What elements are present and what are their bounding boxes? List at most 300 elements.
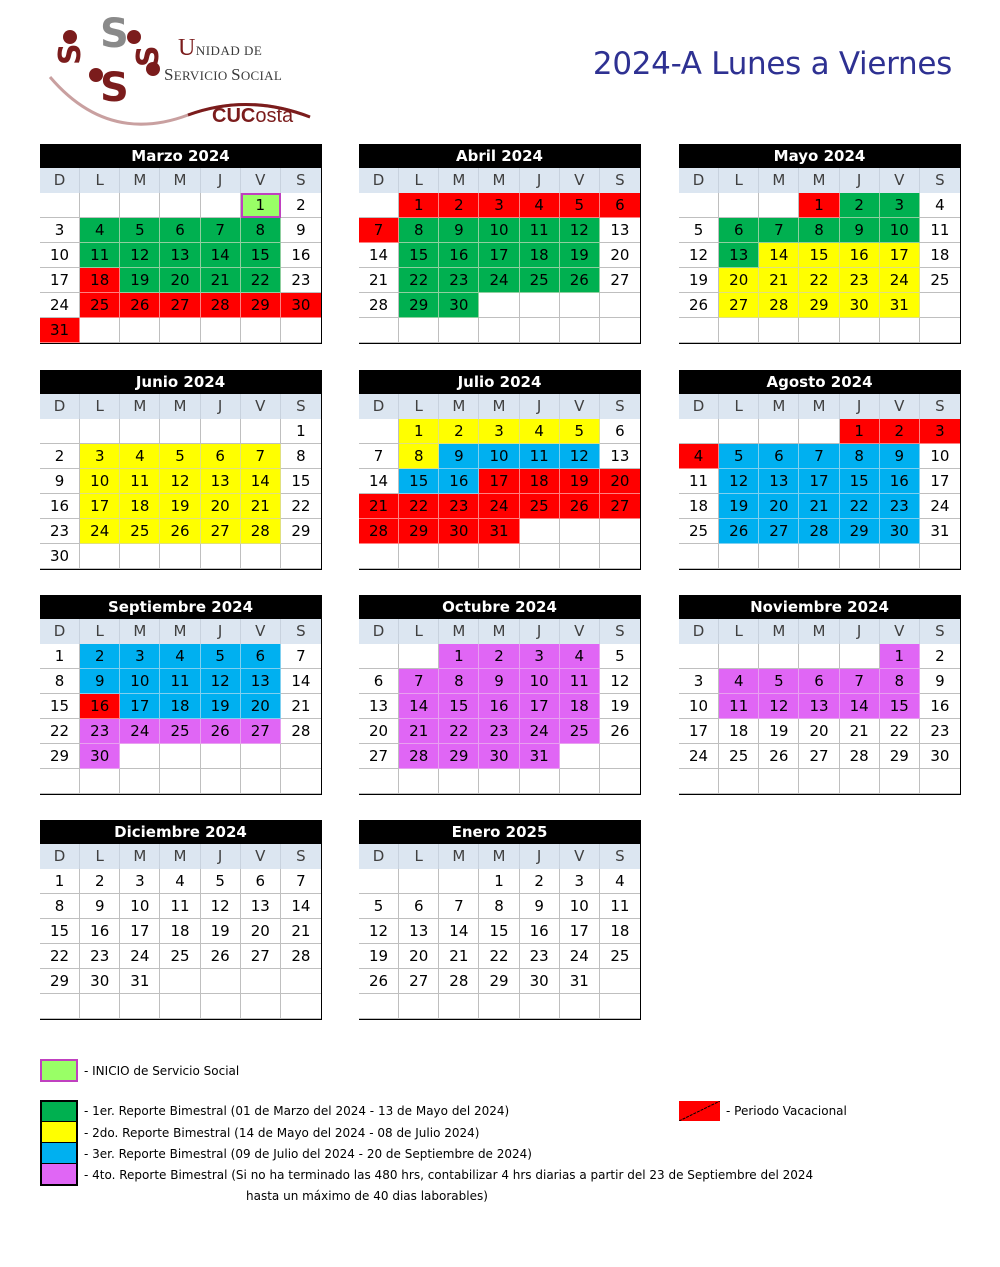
day-cell: 17 bbox=[920, 469, 960, 494]
weekday-header: D bbox=[679, 168, 719, 193]
day-cell: 24 bbox=[679, 744, 719, 769]
day-cell: 16 bbox=[439, 243, 479, 268]
empty-cell bbox=[40, 193, 80, 218]
day-cell: 22 bbox=[479, 944, 519, 969]
empty-cell bbox=[679, 769, 719, 794]
day-cell: 17 bbox=[80, 494, 120, 519]
weekday-header: S bbox=[281, 168, 321, 193]
empty-cell bbox=[840, 769, 880, 794]
day-cell: 10 bbox=[479, 444, 519, 469]
empty-cell bbox=[120, 769, 160, 794]
day-cell: 1 bbox=[399, 419, 439, 444]
day-cell: 1 bbox=[799, 193, 839, 218]
weekday-header-row bbox=[359, 619, 640, 644]
weekday-header: M bbox=[160, 619, 200, 644]
empty-cell bbox=[479, 544, 519, 569]
empty-cell bbox=[359, 994, 399, 1019]
day-cell: 1 bbox=[40, 644, 80, 669]
empty-cell bbox=[201, 544, 241, 569]
day-cell: 13 bbox=[399, 919, 439, 944]
day-cell: 15 bbox=[40, 694, 80, 719]
day-cell: 26 bbox=[679, 293, 719, 318]
day-cell: 1 bbox=[281, 419, 321, 444]
month-calendar bbox=[40, 370, 322, 570]
day-cell: 26 bbox=[759, 744, 799, 769]
empty-cell bbox=[241, 769, 281, 794]
weekday-header: L bbox=[80, 619, 120, 644]
month-calendar bbox=[359, 370, 641, 570]
weekday-header-row bbox=[40, 394, 321, 419]
day-cell: 7 bbox=[399, 669, 439, 694]
weekday-header: D bbox=[359, 844, 399, 869]
weekday-header: J bbox=[520, 619, 560, 644]
day-cell: 9 bbox=[80, 894, 120, 919]
day-cell: 4 bbox=[679, 444, 719, 469]
empty-cell bbox=[120, 744, 160, 769]
weekday-header: J bbox=[840, 168, 880, 193]
empty-cell bbox=[399, 644, 439, 669]
weekday-header: L bbox=[80, 394, 120, 419]
day-cell: 18 bbox=[719, 719, 759, 744]
day-cell: 18 bbox=[160, 694, 200, 719]
empty-cell bbox=[160, 419, 200, 444]
day-cell: 7 bbox=[281, 644, 321, 669]
empty-cell bbox=[920, 769, 960, 794]
weekday-header: D bbox=[40, 168, 80, 193]
day-cell: 11 bbox=[80, 243, 120, 268]
empty-cell bbox=[560, 519, 600, 544]
day-cell: 27 bbox=[201, 519, 241, 544]
weekday-header: L bbox=[719, 394, 759, 419]
empty-cell bbox=[281, 544, 321, 569]
day-cell: 16 bbox=[40, 494, 80, 519]
day-cell: 14 bbox=[759, 243, 799, 268]
weekday-header: L bbox=[399, 844, 439, 869]
month-calendar bbox=[40, 144, 322, 344]
empty-cell bbox=[359, 644, 399, 669]
day-cell: 29 bbox=[439, 744, 479, 769]
day-cell: 7 bbox=[281, 869, 321, 894]
empty-cell bbox=[399, 869, 439, 894]
weekday-header: M bbox=[439, 844, 479, 869]
days-grid bbox=[359, 419, 640, 569]
day-cell: 11 bbox=[679, 469, 719, 494]
month-title: Enero 2025 bbox=[359, 820, 640, 844]
day-cell: 23 bbox=[439, 268, 479, 293]
day-cell: 9 bbox=[281, 218, 321, 243]
day-cell: 27 bbox=[759, 519, 799, 544]
day-cell: 27 bbox=[160, 293, 200, 318]
day-cell: 3 bbox=[479, 193, 519, 218]
empty-cell bbox=[160, 769, 200, 794]
day-cell: 13 bbox=[799, 694, 839, 719]
weekday-header: L bbox=[80, 844, 120, 869]
day-cell: 21 bbox=[759, 268, 799, 293]
day-cell: 7 bbox=[201, 218, 241, 243]
day-cell: 27 bbox=[719, 293, 759, 318]
weekday-header: S bbox=[920, 168, 960, 193]
day-cell: 27 bbox=[359, 744, 399, 769]
day-cell: 20 bbox=[799, 719, 839, 744]
day-cell: 26 bbox=[560, 268, 600, 293]
empty-cell bbox=[80, 769, 120, 794]
day-cell: 29 bbox=[40, 744, 80, 769]
day-cell: 2 bbox=[439, 193, 479, 218]
day-cell: 27 bbox=[399, 969, 439, 994]
month-title: Agosto 2024 bbox=[679, 370, 960, 394]
day-cell: 4 bbox=[719, 669, 759, 694]
month-title: Octubre 2024 bbox=[359, 595, 640, 619]
day-cell: 25 bbox=[160, 719, 200, 744]
day-cell: 11 bbox=[160, 894, 200, 919]
weekday-header: D bbox=[40, 619, 80, 644]
weekday-header: V bbox=[241, 168, 281, 193]
weekday-header-row bbox=[679, 619, 960, 644]
day-cell: 19 bbox=[201, 919, 241, 944]
empty-cell bbox=[399, 318, 439, 343]
day-cell: 18 bbox=[160, 919, 200, 944]
legend-label-reporte-1: - 1er. Reporte Bimestral (01 de Marzo del 2024 - 13 de Mayo del 2024) bbox=[84, 1104, 510, 1118]
empty-cell bbox=[399, 544, 439, 569]
day-cell: 19 bbox=[359, 944, 399, 969]
day-cell: 30 bbox=[80, 744, 120, 769]
day-cell: 18 bbox=[679, 494, 719, 519]
weekday-header: D bbox=[679, 619, 719, 644]
legend-swatch-vacacional bbox=[679, 1101, 720, 1121]
day-cell: 20 bbox=[241, 919, 281, 944]
day-cell: 5 bbox=[120, 218, 160, 243]
day-cell: 16 bbox=[80, 919, 120, 944]
weekday-header: V bbox=[241, 619, 281, 644]
day-cell: 6 bbox=[600, 193, 640, 218]
day-cell: 6 bbox=[201, 444, 241, 469]
empty-cell bbox=[799, 769, 839, 794]
day-cell: 22 bbox=[399, 494, 439, 519]
weekday-header: M bbox=[160, 844, 200, 869]
weekday-header: L bbox=[399, 168, 439, 193]
month-title: Marzo 2024 bbox=[40, 144, 321, 168]
day-cell: 25 bbox=[120, 519, 160, 544]
empty-cell bbox=[520, 318, 560, 343]
day-cell: 24 bbox=[120, 944, 160, 969]
day-cell: 17 bbox=[479, 469, 519, 494]
weekday-header: J bbox=[520, 168, 560, 193]
day-cell: 31 bbox=[560, 969, 600, 994]
day-cell: 28 bbox=[281, 944, 321, 969]
empty-cell bbox=[759, 419, 799, 444]
empty-cell bbox=[160, 744, 200, 769]
day-cell: 12 bbox=[120, 243, 160, 268]
day-cell: 13 bbox=[201, 469, 241, 494]
day-cell: 19 bbox=[560, 243, 600, 268]
day-cell: 25 bbox=[560, 719, 600, 744]
day-cell: 4 bbox=[600, 869, 640, 894]
day-cell: 24 bbox=[40, 293, 80, 318]
weekday-header: L bbox=[399, 394, 439, 419]
day-cell: 22 bbox=[799, 268, 839, 293]
day-cell: 17 bbox=[40, 268, 80, 293]
day-cell: 16 bbox=[281, 243, 321, 268]
day-cell: 9 bbox=[439, 218, 479, 243]
empty-cell bbox=[520, 293, 560, 318]
weekday-header: S bbox=[281, 844, 321, 869]
day-cell: 6 bbox=[600, 419, 640, 444]
weekday-header: V bbox=[560, 844, 600, 869]
weekday-header: M bbox=[120, 619, 160, 644]
empty-cell bbox=[479, 293, 519, 318]
empty-cell bbox=[160, 318, 200, 343]
weekday-header: J bbox=[520, 394, 560, 419]
day-cell: 9 bbox=[880, 444, 920, 469]
day-cell: 2 bbox=[40, 444, 80, 469]
empty-cell bbox=[600, 293, 640, 318]
empty-cell bbox=[880, 544, 920, 569]
day-cell: 29 bbox=[281, 519, 321, 544]
empty-cell bbox=[201, 744, 241, 769]
weekday-header: V bbox=[880, 619, 920, 644]
empty-cell bbox=[560, 318, 600, 343]
days-grid bbox=[679, 419, 960, 569]
day-cell: 19 bbox=[201, 694, 241, 719]
day-cell: 31 bbox=[120, 969, 160, 994]
day-cell: 4 bbox=[920, 193, 960, 218]
day-cell: 10 bbox=[120, 894, 160, 919]
day-cell: 28 bbox=[799, 519, 839, 544]
empty-cell bbox=[80, 544, 120, 569]
empty-cell bbox=[201, 193, 241, 218]
empty-cell bbox=[600, 969, 640, 994]
weekday-header: M bbox=[120, 168, 160, 193]
weekday-header: J bbox=[201, 168, 241, 193]
day-cell: 5 bbox=[600, 644, 640, 669]
empty-cell bbox=[840, 318, 880, 343]
empty-cell bbox=[439, 769, 479, 794]
empty-cell bbox=[679, 544, 719, 569]
weekday-header: V bbox=[241, 394, 281, 419]
day-cell: 24 bbox=[920, 494, 960, 519]
weekday-header: M bbox=[439, 619, 479, 644]
day-cell: 13 bbox=[600, 218, 640, 243]
month-title: Diciembre 2024 bbox=[40, 820, 321, 844]
day-cell: 12 bbox=[679, 243, 719, 268]
day-cell: 16 bbox=[479, 694, 519, 719]
day-cell: 2 bbox=[479, 644, 519, 669]
empty-cell bbox=[40, 769, 80, 794]
empty-cell bbox=[359, 193, 399, 218]
legend-swatch-inicio bbox=[40, 1059, 78, 1082]
empty-cell bbox=[479, 318, 519, 343]
day-cell: 10 bbox=[40, 243, 80, 268]
empty-cell bbox=[719, 544, 759, 569]
legend-swatch-reporte-3 bbox=[40, 1143, 78, 1164]
day-cell: 12 bbox=[560, 218, 600, 243]
day-cell: 26 bbox=[201, 719, 241, 744]
weekday-header: J bbox=[201, 844, 241, 869]
empty-cell bbox=[439, 869, 479, 894]
day-cell: 17 bbox=[880, 243, 920, 268]
day-cell: 2 bbox=[80, 869, 120, 894]
weekday-header: L bbox=[719, 619, 759, 644]
empty-cell bbox=[40, 419, 80, 444]
day-cell: 26 bbox=[201, 944, 241, 969]
day-cell: 11 bbox=[920, 218, 960, 243]
day-cell: 31 bbox=[880, 293, 920, 318]
empty-cell bbox=[439, 318, 479, 343]
empty-cell bbox=[201, 969, 241, 994]
weekday-header-row bbox=[359, 844, 640, 869]
days-grid bbox=[40, 644, 321, 794]
day-cell: 14 bbox=[439, 919, 479, 944]
weekday-header: L bbox=[719, 168, 759, 193]
day-cell: 27 bbox=[241, 944, 281, 969]
empty-cell bbox=[439, 994, 479, 1019]
day-cell: 7 bbox=[241, 444, 281, 469]
weekday-header: S bbox=[600, 844, 640, 869]
day-cell: 11 bbox=[520, 444, 560, 469]
empty-cell bbox=[281, 994, 321, 1019]
day-cell: 8 bbox=[40, 894, 80, 919]
day-cell: 14 bbox=[359, 469, 399, 494]
day-cell: 31 bbox=[40, 318, 80, 343]
empty-cell bbox=[560, 744, 600, 769]
weekday-header: M bbox=[439, 168, 479, 193]
day-cell: 5 bbox=[201, 869, 241, 894]
empty-cell bbox=[120, 419, 160, 444]
legend-label-reporte-4-cont: hasta un máximo de 40 dias laborables) bbox=[246, 1189, 488, 1203]
day-cell: 18 bbox=[120, 494, 160, 519]
day-cell: 23 bbox=[840, 268, 880, 293]
empty-cell bbox=[520, 994, 560, 1019]
empty-cell bbox=[560, 994, 600, 1019]
day-cell: 3 bbox=[920, 419, 960, 444]
weekday-header: M bbox=[799, 394, 839, 419]
empty-cell bbox=[120, 544, 160, 569]
day-cell: 11 bbox=[120, 469, 160, 494]
day-cell: 20 bbox=[399, 944, 439, 969]
weekday-header: M bbox=[759, 619, 799, 644]
days-grid bbox=[40, 193, 321, 343]
day-cell: 23 bbox=[40, 519, 80, 544]
svg-text:S: S bbox=[100, 11, 129, 57]
day-cell: 20 bbox=[600, 469, 640, 494]
day-cell: 12 bbox=[719, 469, 759, 494]
empty-cell bbox=[560, 293, 600, 318]
day-cell: 8 bbox=[479, 894, 519, 919]
day-cell: 15 bbox=[40, 919, 80, 944]
day-cell: 6 bbox=[719, 218, 759, 243]
empty-cell bbox=[120, 318, 160, 343]
day-cell: 24 bbox=[880, 268, 920, 293]
empty-cell bbox=[719, 644, 759, 669]
day-cell: 11 bbox=[560, 669, 600, 694]
day-cell: 22 bbox=[439, 719, 479, 744]
day-cell: 15 bbox=[399, 469, 439, 494]
day-cell: 7 bbox=[759, 218, 799, 243]
day-cell: 2 bbox=[281, 193, 321, 218]
day-cell: 4 bbox=[160, 869, 200, 894]
day-cell: 12 bbox=[201, 669, 241, 694]
empty-cell bbox=[281, 769, 321, 794]
day-cell: 29 bbox=[399, 519, 439, 544]
empty-cell bbox=[359, 318, 399, 343]
day-cell: 6 bbox=[241, 644, 281, 669]
empty-cell bbox=[80, 419, 120, 444]
empty-cell bbox=[399, 769, 439, 794]
day-cell: 2 bbox=[840, 193, 880, 218]
day-cell: 21 bbox=[840, 719, 880, 744]
legend-swatch-reporte-2 bbox=[40, 1122, 78, 1143]
month-title: Septiembre 2024 bbox=[40, 595, 321, 619]
weekday-header: S bbox=[600, 394, 640, 419]
weekday-header-row bbox=[679, 168, 960, 193]
day-cell: 21 bbox=[201, 268, 241, 293]
empty-cell bbox=[799, 419, 839, 444]
day-cell: 9 bbox=[479, 669, 519, 694]
empty-cell bbox=[679, 419, 719, 444]
empty-cell bbox=[840, 644, 880, 669]
weekday-header: J bbox=[840, 619, 880, 644]
day-cell: 4 bbox=[520, 193, 560, 218]
legend-label-vacacional: - Periodo Vacacional bbox=[726, 1104, 847, 1118]
empty-cell bbox=[241, 744, 281, 769]
empty-cell bbox=[281, 744, 321, 769]
day-cell: 12 bbox=[560, 444, 600, 469]
diagonal-line-icon bbox=[679, 1101, 720, 1121]
day-cell: 18 bbox=[920, 243, 960, 268]
weekday-header: M bbox=[160, 394, 200, 419]
empty-cell bbox=[201, 318, 241, 343]
weekday-header: D bbox=[40, 394, 80, 419]
day-cell: 24 bbox=[80, 519, 120, 544]
month-title: Abril 2024 bbox=[359, 144, 640, 168]
day-cell: 23 bbox=[520, 944, 560, 969]
day-cell: 3 bbox=[479, 419, 519, 444]
day-cell: 24 bbox=[520, 719, 560, 744]
empty-cell bbox=[719, 769, 759, 794]
day-cell: 5 bbox=[679, 218, 719, 243]
day-cell: 25 bbox=[920, 268, 960, 293]
day-cell: 19 bbox=[719, 494, 759, 519]
day-cell: 25 bbox=[160, 944, 200, 969]
month-calendar bbox=[359, 144, 641, 344]
day-cell: 3 bbox=[520, 644, 560, 669]
day-cell: 30 bbox=[840, 293, 880, 318]
day-cell: 12 bbox=[359, 919, 399, 944]
day-cell: 1 bbox=[880, 644, 920, 669]
svg-text:S: S bbox=[131, 45, 166, 67]
empty-cell bbox=[80, 318, 120, 343]
day-cell: 24 bbox=[120, 719, 160, 744]
day-cell: 13 bbox=[759, 469, 799, 494]
day-cell: 2 bbox=[920, 644, 960, 669]
day-cell: 13 bbox=[600, 444, 640, 469]
day-cell: 19 bbox=[560, 469, 600, 494]
day-cell: 18 bbox=[560, 694, 600, 719]
empty-cell bbox=[241, 994, 281, 1019]
logo-line-unidad: UNIDAD DE bbox=[178, 35, 263, 61]
day-cell: 31 bbox=[920, 519, 960, 544]
weekday-header: J bbox=[840, 394, 880, 419]
day-cell: 23 bbox=[439, 494, 479, 519]
weekday-header: V bbox=[241, 844, 281, 869]
day-cell: 28 bbox=[201, 293, 241, 318]
day-cell: 30 bbox=[920, 744, 960, 769]
page-title: 2024-A Lunes a Viernes bbox=[592, 46, 952, 82]
empty-cell bbox=[759, 193, 799, 218]
day-cell: 16 bbox=[80, 694, 120, 719]
day-cell: 23 bbox=[80, 944, 120, 969]
day-cell: 28 bbox=[439, 969, 479, 994]
